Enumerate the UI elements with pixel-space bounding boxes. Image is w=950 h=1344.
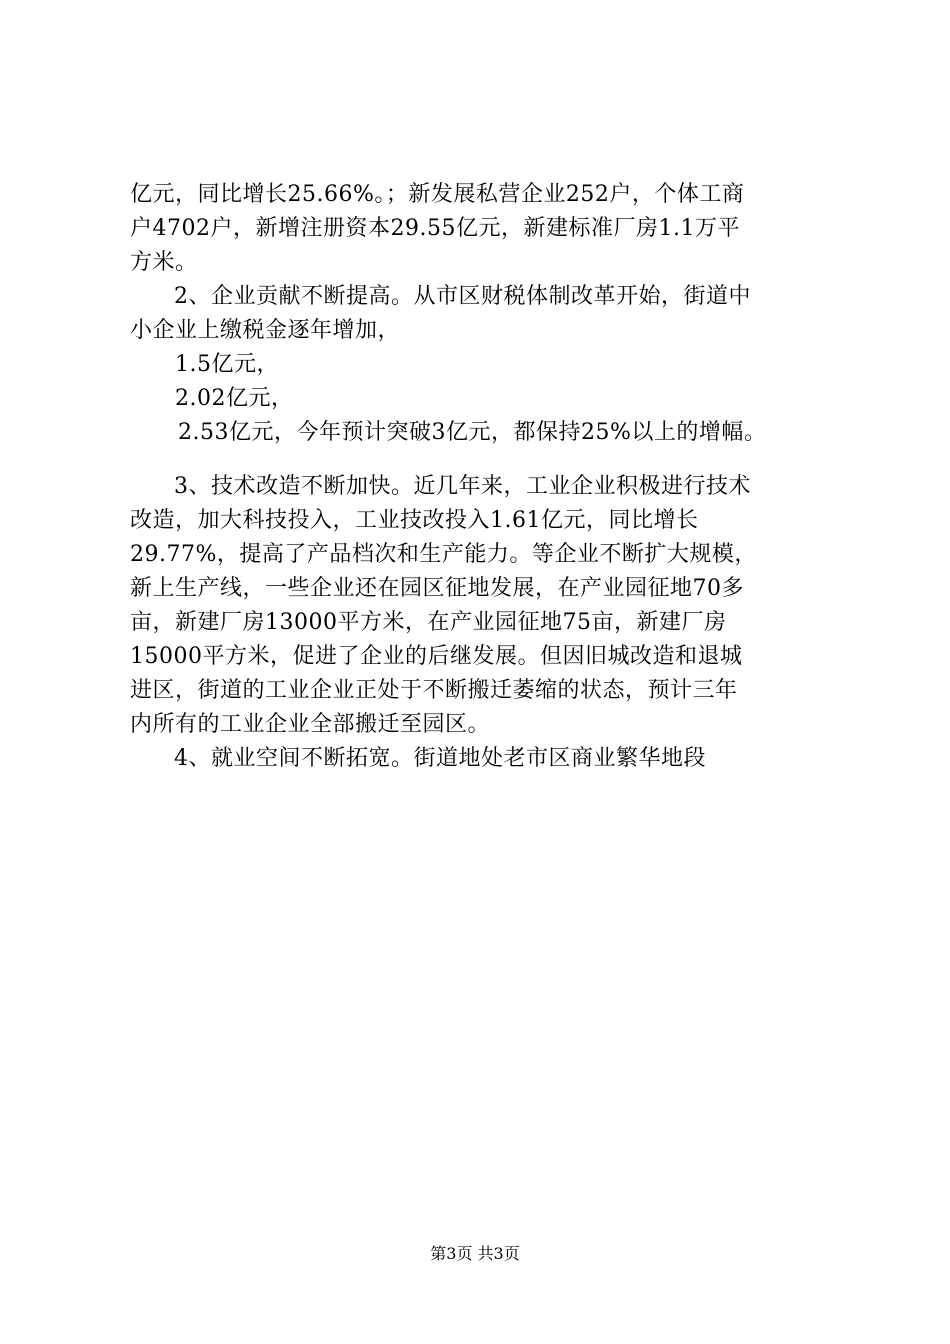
- paragraph-line: 3、技术改造不断加快。近几年来，工业企业积极进行技术: [174, 474, 751, 499]
- paragraph-line: 2.02亿元，: [175, 386, 294, 411]
- paragraph-line: 2、企业贡献不断提高。从市区财税体制改革开始，街道中: [174, 284, 751, 309]
- paragraph-line: 小企业上缴税金逐年增加，: [130, 318, 401, 343]
- paragraph-line: 29.77%，提高了产品档次和生产能力。等企业不断扩大规模，: [130, 542, 757, 567]
- paragraph-line: 亿元，同比增长25.66%。；新发展私营企业252户，个体工商: [130, 182, 745, 207]
- paragraph-line: 1.5亿元，: [175, 352, 279, 377]
- paragraph-line: 方米。: [130, 250, 198, 275]
- paragraph-line: 15000平方米，促进了企业的后继发展。但因旧城改造和退城: [130, 644, 743, 669]
- paragraph-line: 内所有的工业企业全部搬迁至园区。: [130, 712, 491, 737]
- page-number-footer: 第3页 共3页: [430, 1244, 520, 1263]
- paragraph-line: 4、就业空间不断拓宽。街道地处老市区商业繁华地段: [174, 746, 706, 771]
- paragraph-line: 改造，加大科技投入，工业技改投入1.61亿元，同比增长: [130, 508, 699, 533]
- paragraph-line: 新上生产线，一些企业还在园区征地发展，在产业园征地70多: [130, 576, 744, 601]
- paragraph-line: 亩，新建厂房13000平方米，在产业园征地75亩，新建厂房: [130, 610, 727, 635]
- paragraph-line: 户4702户，新增注册资本29.55亿元，新建标准厂房1.1万平: [130, 216, 740, 241]
- paragraph-line: 进区，街道的工业企业正处于不断搬迁萎缩的状态，预计三年: [130, 678, 738, 703]
- paragraph-line: 2.53亿元，今年预计突破3亿元，都保持25%以上的增幅。: [178, 420, 767, 445]
